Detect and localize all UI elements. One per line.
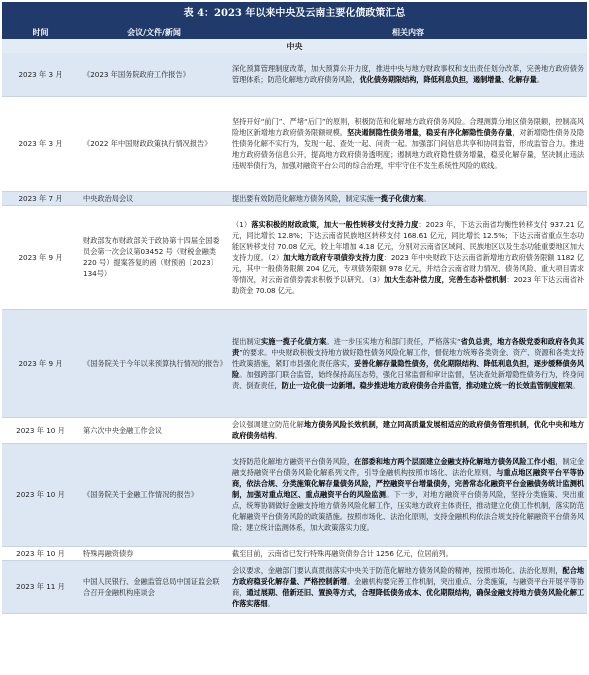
content-highlight: 配合地方政府稳妥化解存量、严格控制新增 (232, 565, 585, 586)
table-title: 表 4：2023 年以来中央及云南主要化债政策汇总 (2, 2, 587, 25)
content-text: 。金融机构要完善工作机制，突出重点、分类施策，与融资平台开展平等协商， (232, 576, 584, 597)
row-document: 中央政治局会议 (79, 191, 229, 205)
content-highlight: 加大地方政府专项债券支持力度 (283, 252, 384, 262)
table-row (2, 309, 587, 417)
content-text: ，对新增隐性债务及隐性债务化解不实行为，发现一起、查处一起、问责一起。加强部门间信息共享和协同监管，形成监管合力。推进地方政府债务信息公开，提高地方政府债务透明度；遏制地方政府隐性债务增量，稳妥化解存量，坚决制止违法违规举债行为，加强对融资平台公司的综合治理，牢牢守住不发生系统性风险的底线。 (232, 128, 584, 170)
content-highlight: 在部委和地方两个层面建立金融支持化解地方债务风险工作小组 (354, 457, 556, 466)
content-text: 。 (536, 75, 544, 85)
row-content (229, 417, 587, 443)
content-text: 。 (274, 431, 282, 440)
content-text: 截至目前，云南省已发行特殊再融资债券合计 1256 亿元，位居前列。 (232, 548, 453, 558)
row-date: 2023 年 10 月 (2, 546, 79, 560)
content-text: 。进一步压实地方和部门责任，严格落实“ (326, 336, 461, 346)
content-highlight: 省负总责，地方各级党委和政府各负其责 (232, 336, 584, 357)
content-highlight: 妥善化解存量隐性债务，优化期限结构、降低利息负担，逐步缓释债务风险 (232, 358, 584, 379)
content-text: （1） (232, 219, 252, 229)
row-content (229, 309, 587, 417)
table-row (2, 546, 587, 560)
content-text: ：2023 年，下达云南省均衡性转移支付 937.21 亿元，同比增长 12.8%；下达云南省民族地区转移支付 168.61 亿元，同比增长 12.5%；下达云南省重点生态功能区转移支付 70.08 亿元，较上年增加 4.18 亿元，分别对云南省区域间、民族地区以及生态功能重要地区加大支持力度。（2） (232, 219, 584, 262)
content-highlight: 加大生态补偿力度，完善生态补偿机制 (384, 274, 507, 284)
row-document: 特殊再融资债券 (79, 546, 229, 560)
row-content (229, 53, 587, 96)
table-row (2, 417, 587, 443)
row-content (229, 191, 587, 205)
row-date: 2023 年 9 月 (2, 205, 79, 309)
row-content (229, 96, 587, 191)
row-date: 2023 年 3 月 (2, 53, 79, 96)
content-highlight: 一揽子化债方案 (373, 193, 424, 203)
row-content (229, 205, 587, 309)
table-row (2, 205, 587, 309)
content-text: 。 (267, 598, 275, 608)
content-text: 支持防范化解地方融资平台债务风险， (232, 457, 355, 466)
header-time: 时间 (32, 27, 49, 37)
row-date: 2023 年 10 月 (2, 417, 79, 443)
content-text: 。加强跨部门联合监管，始终保持高压态势，强化日常监督和审计监督，坚决查处新增隐性债务行为，终身问责、倒查责任， (232, 369, 584, 390)
table-row (2, 96, 587, 191)
row-document: 财政部发布财政部关于政协第十四届全国委员会第一次会议第03452 号（财税金融类 220 号）提案答复的函（财预函〔2023〕134号） (79, 205, 229, 309)
row-date: 2023 年 11 月 (2, 560, 79, 613)
header-content: 相关内容 (392, 27, 424, 37)
content-text: ：2023 年中央财政下达云南省新增地方政府债务限额 1182 亿元，其中一般债务限额 204 亿元，专项债务限额 978 亿元，并结合云南省财力情况、债务风险、重大项目需求等情况，对云南省债券需求积极予以研究。（3） (232, 252, 584, 284)
content-text: 深化预算管理制度改革，加大预算公开力度，推进中央与地方财政事权和支出责任划分改革，完善地方政府债务管理体系；防范化解地方政府债务风险， (232, 64, 584, 85)
content-text: 会议强调建立防范化解 (232, 420, 304, 429)
row-document: 《国务院关于金融工作情况的报告》 (79, 443, 229, 546)
row-document: 中国人民银行、金融监管总局中国证监会联合召开金融机构座谈会 (79, 560, 229, 613)
content-highlight: 落实积极的财政政策，加大一般性转移支付支持力度 (251, 219, 419, 229)
row-document: 《国务院关于今年以来预算执行情况的报告》 (79, 309, 229, 417)
content-highlight: 防止一边化债一边新增。稳步推进地方政府债务合并监管，推动建立统一的长效监管制度框架 (281, 380, 573, 390)
table-row (2, 560, 587, 613)
content-highlight: 与重点地区融资平台平等协商，依法合规、分类施策化解存量债务风险，严控融资平台增量债务，完善常态化融资平台金融债务统计监测机制，加强对重点地区、重点融资平台的风险监测 (232, 468, 584, 499)
content-text: 提出要有效防范化解地方债务风险，制定实施 (232, 193, 374, 203)
content-text: ：2023 年下达云南省补助资金 70.08 亿元。 (232, 274, 585, 295)
header-document: 会议/文件/新闻 (127, 27, 181, 37)
row-date: 2023 年 10 月 (2, 443, 79, 546)
content-text: 坚持开好“前门”、严堵“后门”的原则，积极防范和化解地方政府债务风险。合理测算分地区债务限额，控制高风险地区新增地方政府债务限额规模。 (232, 117, 584, 137)
content-text: ，制定金融支持融资平台债务风险化解系列文件，引导金融机构按照市场化、法治化原则， (232, 457, 584, 477)
table-row (2, 191, 587, 205)
row-content (229, 546, 587, 560)
row-date: 2023 年 7 月 (2, 191, 79, 205)
section-label: 中央 (2, 39, 587, 54)
content-text: 。 (423, 193, 431, 203)
row-content (229, 443, 587, 546)
row-document: 《2023 年国务院政府工作报告》 (79, 53, 229, 96)
row-document: 《2022 年中国财政政策执行情况报告》 (79, 96, 229, 191)
table-row (2, 53, 587, 96)
row-document: 第六次中央金融工作会议 (79, 417, 229, 443)
content-highlight: 实施一揽子化债方案 (261, 336, 327, 346)
content-highlight: 地方债务风险长效机制，建立同高质量发展相适应的政府债务管理机制，优化中央和地方政府债务结构 (232, 420, 584, 440)
content-text: 。 (572, 380, 580, 390)
content-text: 提出制定 (232, 336, 262, 346)
policy-table (2, 53, 587, 614)
content-highlight: 通过展期、借新还旧、置换等方式，合理降低债务成本、优化期限结构，确保金融支持地方债务风险化解工作落实落细 (232, 587, 584, 608)
row-date: 2023 年 3 月 (2, 96, 79, 191)
content-highlight: 坚决遏制隐性债务增量，稳妥有序化解隐性债务存量 (346, 128, 513, 137)
row-date: 2023 年 9 月 (2, 309, 79, 417)
table-header (2, 25, 587, 39)
content-text: 。下一步，对地方融资平台债务风险，坚持分类施策、突出重点，统筹协调做好金融支持地方债务风险化解工作，压实地方政府主体责任，推动建立化债工作机制，落实防范化解融资平台债务风险的政策措施。按照市场化、法治化原则，支持金融机构依法合规支持化解融资平台债务风险；建立统计监测体系，加大政策落实力度。 (232, 490, 584, 532)
row-content (229, 560, 587, 613)
content-text: ”的要求。中央财政积极支持地方做好隐性债务风险化解工作，督促地方统筹各类资金、资产、资源和各类支持性政策措施，紧盯市县强化责任落实， (232, 347, 584, 368)
content-highlight: 优化债务期限结构，降低利息负担，遏制增量、化解存量 (359, 75, 537, 85)
table-row (2, 443, 587, 546)
content-text: 会议要求，金融部门要认真贯彻落实中央关于防范化解地方债务风险的精神，按照市场化、法治化原则， (232, 565, 563, 575)
